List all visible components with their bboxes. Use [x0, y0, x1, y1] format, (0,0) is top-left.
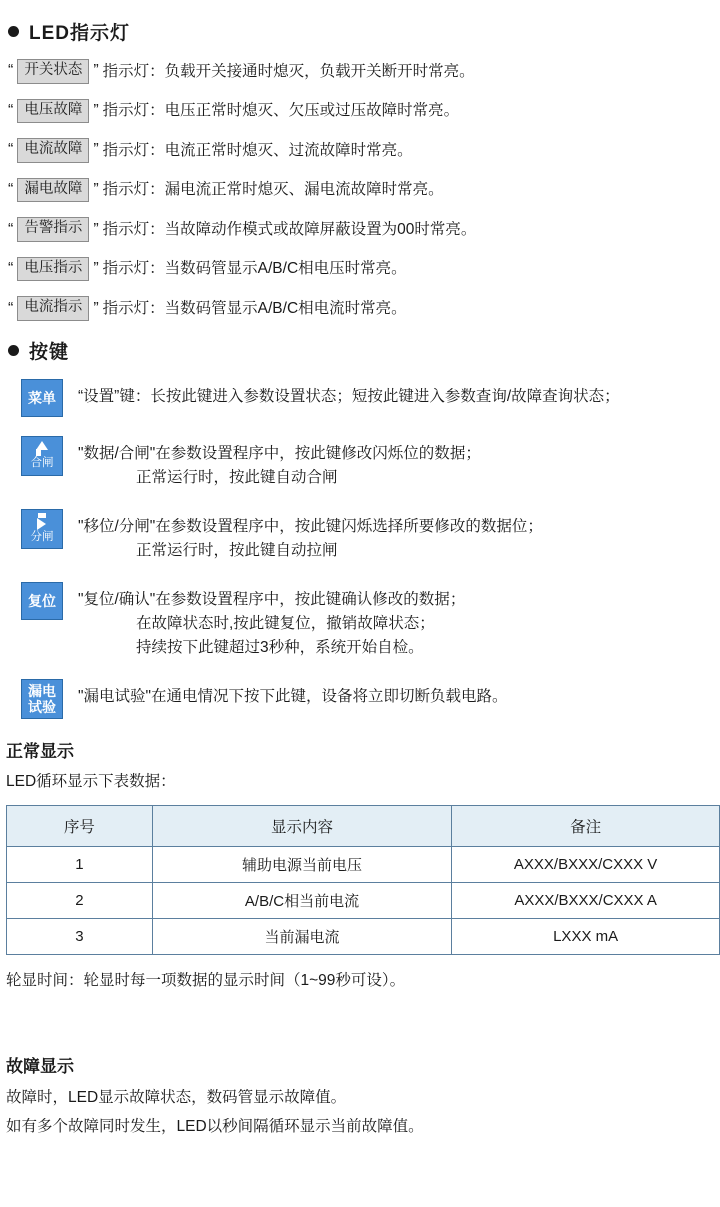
arrow-right-icon	[38, 513, 46, 530]
bullet-icon	[8, 26, 19, 37]
key-description	[78, 435, 714, 490]
key-description	[78, 581, 714, 660]
table-row	[7, 882, 720, 918]
cell-content: 辅助电源当前电压	[152, 846, 451, 882]
open-quote: “	[8, 220, 14, 238]
led-tag: 告警指示	[17, 217, 89, 242]
key-label: 漏电	[28, 682, 56, 699]
key-description	[78, 678, 714, 709]
led-indicator-list	[6, 59, 714, 321]
key-sub-label: 试验	[28, 699, 56, 716]
cell-remark: AXXX/BXXX/CXXX V	[452, 846, 720, 882]
normal-display-intro: LED循环显示下表数据：	[6, 773, 176, 791]
key-button-wrap	[6, 508, 78, 549]
key-description-line: 正常运行时，按此键自动拉闸	[136, 541, 338, 559]
key-sub-label: 分闸	[30, 531, 54, 544]
cell-index: 2	[7, 882, 153, 918]
bullet-icon	[8, 345, 19, 356]
led-tag: 电流故障	[17, 138, 89, 163]
led-description: 指示灯：负载开关接通时熄灭，负载开关断开时常亮。	[102, 62, 475, 80]
led-section-title: LED指示灯	[29, 23, 131, 44]
led-tag: 电压指示	[17, 257, 89, 282]
cycle-time-note: 轮显时间：轮显时每一项数据的显示时间（1~99秒可设）。	[6, 971, 406, 989]
cell-index: 3	[7, 918, 153, 954]
cell-remark: LXXX mA	[452, 918, 720, 954]
open-quote: “	[8, 180, 14, 198]
fault-display-line: 故障时，LED显示故障状态，数码管显示故障值。	[6, 1088, 347, 1106]
key-description-line: "移位/分闸"在参数设置程序中，按此键闪烁选择所要修改的数据位；	[78, 517, 543, 535]
keys-section-heading	[8, 337, 714, 364]
close-quote: ”	[93, 62, 99, 80]
data-close-key-button[interactable]	[21, 436, 63, 476]
fault-display-title: 故障显示	[6, 1056, 74, 1076]
key-sub-label: 合闸	[30, 457, 54, 470]
list-item	[6, 217, 714, 242]
key-description-line: 在故障状态时,按此键复位，撤销故障状态；	[136, 615, 435, 633]
open-quote: “	[8, 299, 14, 317]
open-quote: “	[8, 141, 14, 159]
key-button-wrap	[6, 678, 78, 719]
table-row	[7, 846, 720, 882]
list-item	[6, 178, 714, 203]
menu-key-button[interactable]	[21, 379, 63, 417]
key-description-line: "漏电试验"在通电情况下按下此键，设备将立即切断负载电路。	[78, 688, 508, 706]
list-item	[6, 508, 714, 563]
key-button-wrap	[6, 435, 78, 476]
spacer	[6, 994, 714, 1034]
list-item	[6, 581, 714, 660]
table-header-row	[7, 805, 720, 846]
open-quote: “	[8, 101, 14, 119]
list-item	[6, 59, 714, 84]
cell-content: A/B/C相当前电流	[152, 882, 451, 918]
cell-remark: AXXX/BXXX/CXXX A	[452, 882, 720, 918]
close-quote: ”	[93, 180, 99, 198]
led-description: 指示灯：电流正常时熄灭、过流故障时常亮。	[102, 141, 413, 159]
led-section-heading	[8, 18, 714, 45]
led-description: 指示灯：当数码管显示A/B/C相电流时常亮。	[102, 300, 407, 318]
key-description-line: “设置”键：长按此键进入参数设置状态；短按此键进入参数查询/故障查询状态；	[78, 387, 620, 405]
key-description-line: 持续按下此键超过3秒种，系统开始自检。	[136, 639, 424, 657]
close-quote: ”	[93, 299, 99, 317]
leakage-test-key-button[interactable]	[21, 679, 63, 719]
column-header-index: 序号	[7, 805, 153, 846]
open-quote: “	[8, 62, 14, 80]
led-tag: 电流指示	[17, 296, 89, 321]
cell-content: 当前漏电流	[152, 918, 451, 954]
keys-section-title: 按键	[29, 341, 70, 363]
key-description	[78, 378, 714, 409]
key-description-line: "数据/合闸"在参数设置程序中，按此键修改闪烁位的数据；	[78, 444, 481, 462]
led-tag: 电压故障	[17, 99, 89, 124]
fault-display-line: 如有多个故障同时发生，LED以秒间隔循环显示当前故障值。	[6, 1118, 424, 1136]
list-item	[6, 435, 714, 490]
cell-index: 1	[7, 846, 153, 882]
close-quote: ”	[93, 141, 99, 159]
key-description	[78, 508, 714, 563]
key-button-wrap	[6, 378, 78, 417]
reset-key-button[interactable]	[21, 582, 63, 620]
key-description-line: "复位/确认"在参数设置程序中，按此键确认修改的数据；	[78, 591, 466, 608]
key-list	[6, 378, 714, 719]
key-label: 复位	[28, 592, 56, 609]
list-item	[6, 296, 714, 321]
column-header-content: 显示内容	[152, 805, 451, 846]
led-description: 指示灯：当故障动作模式或故障屏蔽设置为00时常亮。	[102, 220, 477, 238]
close-quote: ”	[93, 101, 99, 119]
led-description: 指示灯：电压正常时熄灭、欠压或过压故障时常亮。	[102, 102, 460, 120]
list-item	[6, 378, 714, 417]
close-quote: ”	[93, 260, 99, 278]
led-tag: 开关状态	[17, 59, 89, 84]
list-item	[6, 678, 714, 719]
list-item	[6, 99, 714, 124]
normal-display-title: 正常显示	[6, 742, 74, 762]
shift-open-key-button[interactable]	[21, 509, 63, 549]
key-description-line: 正常运行时，按此键自动合闸	[136, 468, 338, 486]
table-row	[7, 918, 720, 954]
list-item	[6, 257, 714, 282]
arrow-up-icon	[36, 441, 48, 456]
display-data-table	[6, 805, 720, 955]
key-label: 菜单	[28, 389, 56, 406]
list-item	[6, 138, 714, 163]
key-button-wrap	[6, 581, 78, 620]
led-tag: 漏电故障	[17, 178, 89, 203]
column-header-remark: 备注	[452, 805, 720, 846]
led-description: 指示灯：当数码管显示A/B/C相电压时常亮。	[102, 260, 407, 278]
open-quote: “	[8, 260, 14, 278]
close-quote: ”	[93, 220, 99, 238]
led-description: 指示灯：漏电流正常时熄灭、漏电流故障时常亮。	[102, 181, 444, 199]
